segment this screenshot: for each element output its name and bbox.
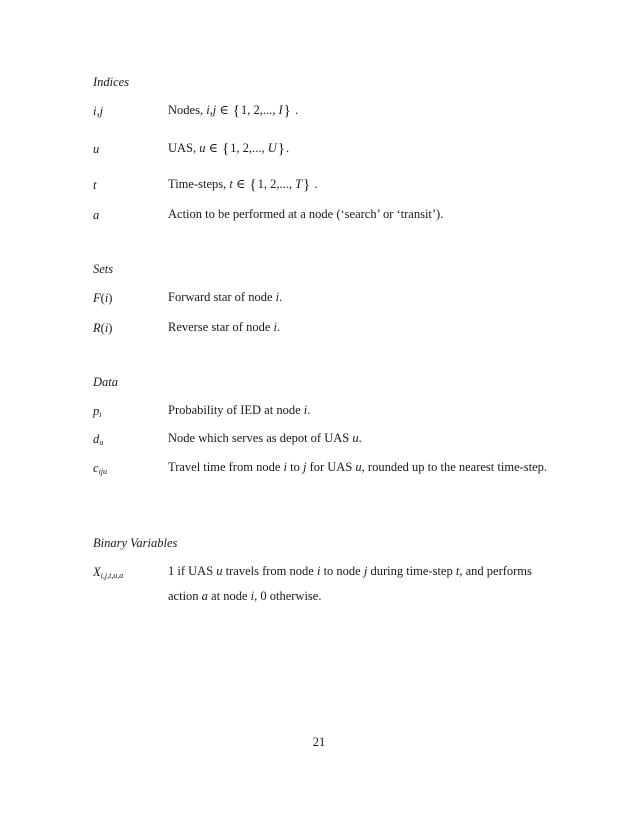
desc-X-t1: 1 if UAS bbox=[168, 564, 217, 578]
desc-pi-end: . bbox=[307, 403, 311, 417]
symbol-Fi bbox=[93, 291, 168, 306]
index-row-t bbox=[93, 178, 563, 198]
desc-t-end: . bbox=[311, 177, 318, 191]
desc-X-t6: at node bbox=[207, 589, 251, 603]
desc-u-set: 1, 2,..., bbox=[230, 141, 268, 155]
symbol-X-main: X bbox=[93, 565, 101, 579]
desc-ij-setvar: I bbox=[278, 103, 283, 117]
desc-X-t3: to node bbox=[320, 564, 364, 578]
symbol-Ri-main: R bbox=[93, 321, 101, 335]
index-row-a bbox=[93, 208, 563, 227]
symbol-Ri-var: i bbox=[104, 321, 109, 335]
desc-ij-elem: ∈ bbox=[219, 103, 229, 117]
desc-X-v6: i bbox=[250, 589, 255, 603]
desc-t-rbrace: } bbox=[303, 177, 311, 193]
desc-du-text: Node which serves as depot of UAS bbox=[168, 431, 353, 445]
symbol-X bbox=[93, 565, 168, 580]
desc-du-end: . bbox=[358, 431, 362, 445]
desc-X-v5: a bbox=[201, 589, 208, 603]
desc-u-lbrace: { bbox=[222, 141, 230, 157]
symbol-Fi-main: F bbox=[93, 291, 101, 305]
desc-X-v4: t bbox=[455, 564, 460, 578]
desc-Fi-text: Forward star of node bbox=[168, 290, 276, 304]
symbol-ciju bbox=[93, 461, 168, 476]
desc-u-label: UAS, bbox=[168, 141, 197, 155]
desc-ciju-t2: to bbox=[286, 460, 303, 474]
desc-ciju-v1: i bbox=[283, 460, 287, 474]
set-row-Ri bbox=[93, 321, 563, 340]
desc-ij bbox=[168, 98, 563, 124]
binary-variables-heading: Binary Variables bbox=[93, 536, 178, 550]
data-row-du bbox=[93, 432, 563, 451]
data-row-pi bbox=[93, 404, 563, 423]
symbol-du bbox=[93, 432, 168, 447]
desc-ij-var: i,j bbox=[206, 103, 217, 117]
binary-row-X bbox=[93, 565, 563, 609]
desc-ij-set: 1, 2,..., bbox=[241, 103, 279, 117]
symbol-du-main: d bbox=[93, 432, 100, 446]
data-row-ciju bbox=[93, 461, 563, 480]
symbol-Ri bbox=[93, 321, 168, 336]
symbol-Fi-close: ) bbox=[108, 291, 113, 305]
symbol-pi-main: p bbox=[93, 404, 100, 418]
desc-u-setvar: U bbox=[267, 141, 277, 155]
desc-Fi bbox=[168, 285, 563, 310]
sets-heading: Sets bbox=[93, 262, 114, 276]
desc-X-t2: travels from node bbox=[222, 564, 317, 578]
desc-u-elem: ∈ bbox=[208, 141, 218, 155]
desc-du bbox=[168, 426, 563, 451]
set-row-Fi bbox=[93, 291, 563, 310]
data-heading: Data bbox=[93, 375, 118, 389]
desc-u-rbrace: } bbox=[277, 141, 285, 157]
desc-a: Action to be performed at a node (‘search’ or ‘transit’). bbox=[168, 207, 444, 221]
desc-ciju-t4: , rounded up to the nearest time-step. bbox=[361, 460, 548, 474]
desc-ciju-v2: j bbox=[302, 460, 307, 474]
desc-X-t7: , 0 otherwise. bbox=[254, 589, 322, 603]
desc-ciju-t3: for UAS bbox=[306, 460, 356, 474]
symbol-Fi-open: ( bbox=[100, 291, 105, 305]
desc-ij-lbrace: { bbox=[232, 103, 240, 119]
desc-t-var: t bbox=[229, 177, 233, 191]
desc-ij-end: . bbox=[291, 103, 299, 117]
desc-X-v2: i bbox=[316, 564, 321, 578]
desc-pi-text: Probability of IED at node bbox=[168, 403, 304, 417]
symbol-du-sub: u bbox=[99, 438, 104, 447]
desc-Fi-var: i bbox=[275, 290, 280, 304]
index-row-u bbox=[93, 142, 563, 162]
desc-pi bbox=[168, 398, 563, 423]
desc-u-end: . bbox=[285, 141, 290, 155]
desc-Ri-end: . bbox=[277, 320, 281, 334]
symbol-pi bbox=[93, 404, 168, 419]
desc-ciju bbox=[168, 455, 563, 480]
desc-X-v3: j bbox=[363, 564, 368, 578]
symbol-u: u bbox=[93, 142, 100, 156]
desc-Ri-text: Reverse star of node bbox=[168, 320, 274, 334]
symbol-a: a bbox=[93, 208, 100, 222]
symbol-Fi-var: i bbox=[104, 291, 109, 305]
symbol-ij: i,j bbox=[93, 104, 104, 118]
symbol-ciju-main: c bbox=[93, 461, 99, 475]
desc-X-t5: , and performs action bbox=[168, 564, 532, 603]
desc-ij-rbrace: } bbox=[283, 103, 291, 119]
desc-Fi-end: . bbox=[279, 290, 283, 304]
desc-ciju-v3: u bbox=[355, 460, 362, 474]
desc-t bbox=[168, 172, 563, 198]
index-row-ij bbox=[93, 104, 563, 124]
desc-Ri-var: i bbox=[273, 320, 278, 334]
symbol-pi-sub: i bbox=[99, 410, 102, 419]
page-number: 21 bbox=[312, 735, 326, 749]
desc-ciju-t1: Travel time from node bbox=[168, 460, 284, 474]
desc-u-var: u bbox=[199, 141, 206, 155]
desc-X bbox=[168, 559, 563, 609]
desc-t-lbrace: { bbox=[249, 177, 257, 193]
desc-t-setvar: T bbox=[295, 177, 303, 191]
symbol-Ri-close: ) bbox=[108, 321, 113, 335]
symbol-t: t bbox=[93, 178, 97, 192]
desc-ij-label: Nodes, bbox=[168, 103, 204, 117]
symbol-X-sub: i,j,t,u,a bbox=[100, 571, 124, 580]
desc-Ri bbox=[168, 315, 563, 340]
desc-X-t4: during time-step bbox=[367, 564, 456, 578]
desc-pi-var: i bbox=[303, 403, 308, 417]
desc-t-elem: ∈ bbox=[235, 177, 246, 191]
symbol-Ri-open: ( bbox=[100, 321, 105, 335]
desc-u bbox=[168, 136, 563, 162]
desc-t-set: 1, 2,..., bbox=[257, 177, 296, 191]
desc-du-var: u bbox=[352, 431, 359, 445]
desc-X-v1: u bbox=[216, 564, 223, 578]
desc-t-label: Time-steps, bbox=[168, 177, 227, 191]
symbol-ciju-sub: iju bbox=[98, 467, 108, 476]
indices-heading: Indices bbox=[93, 75, 130, 89]
